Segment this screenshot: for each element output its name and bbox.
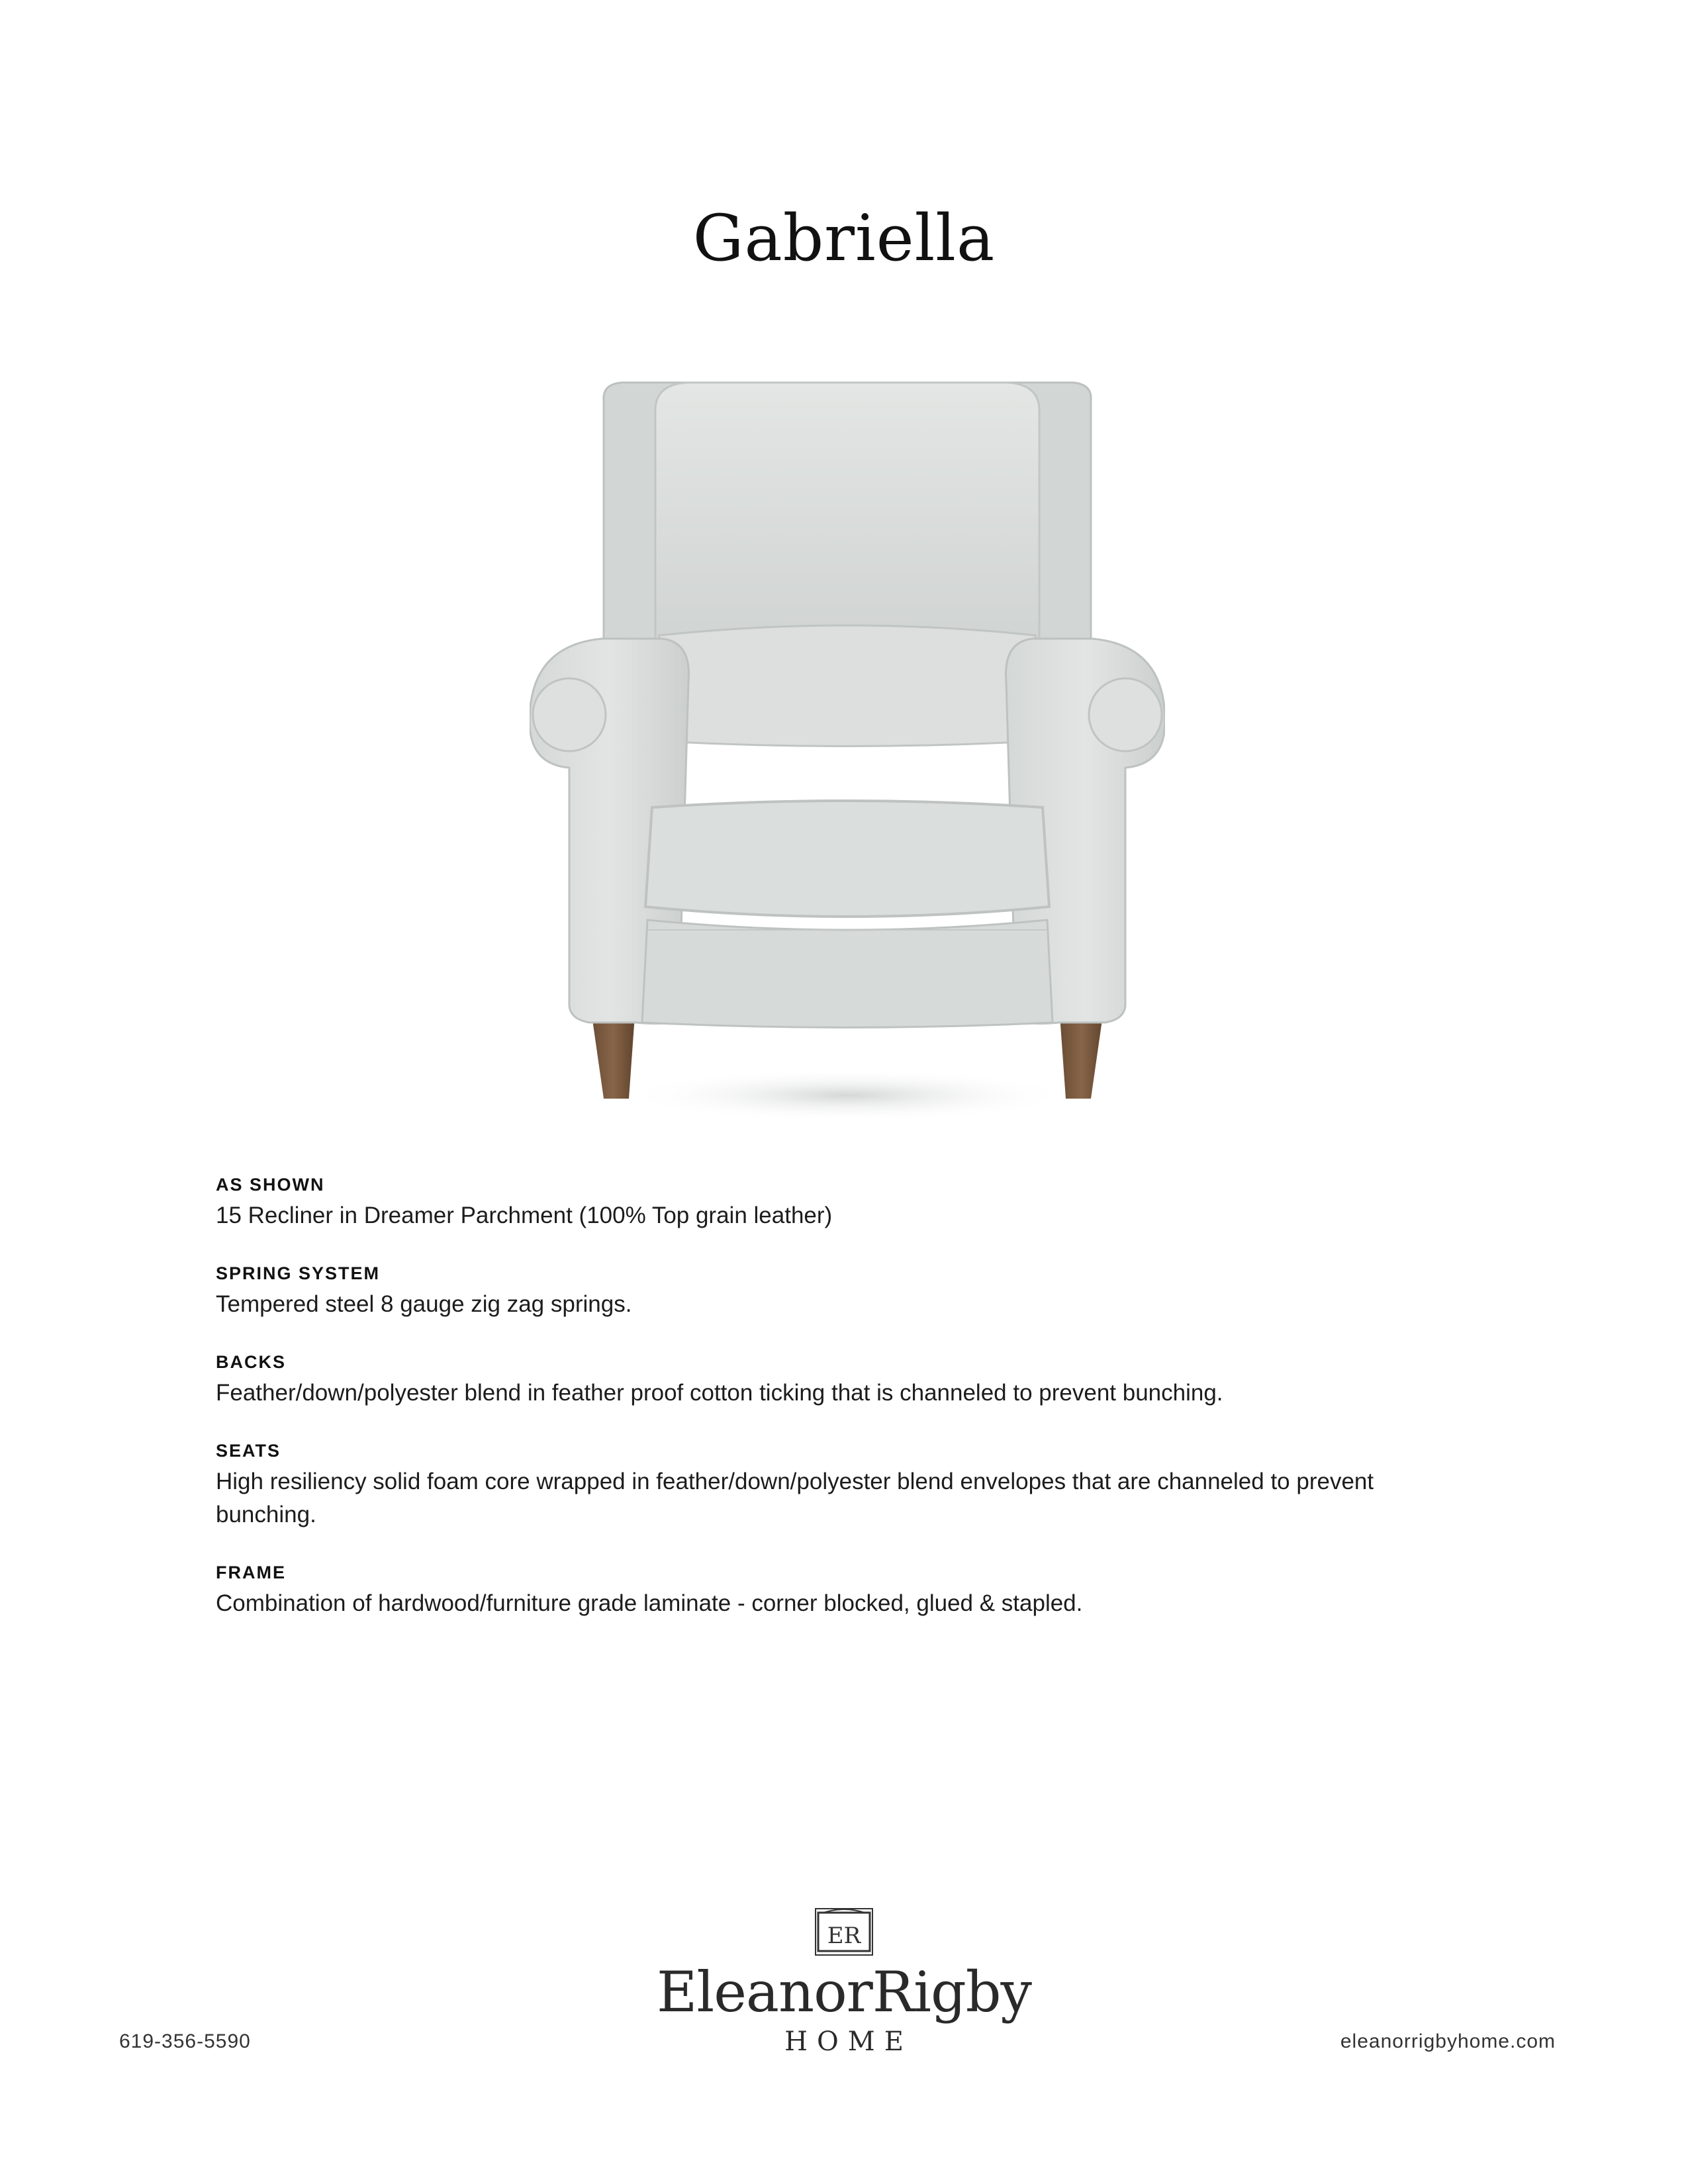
monogram-icon — [814, 1906, 874, 1958]
spec-body: 15 Recliner in Dreamer Parchment (100% Top grain leather) — [216, 1203, 833, 1228]
spec-body: Tempered steel 8 gauge zig zag springs. — [216, 1291, 632, 1317]
footer-phone: 619-356-5590 — [119, 2030, 251, 2052]
spec-backs — [216, 1350, 1474, 1410]
spec-heading: AS SHOWN — [216, 1175, 325, 1195]
spec-heading: SEATS — [216, 1441, 281, 1461]
brand-sub: HOME — [784, 2026, 913, 2057]
spec-body: Feather/down/polyester blend in feather proof cotton ticking that is channeled to prevent bunching. — [216, 1380, 1223, 1406]
monogram-text: ER — [827, 1923, 861, 1949]
spec-frame — [216, 1561, 1474, 1620]
seat-cushion — [645, 801, 1049, 917]
spec-heading: BACKS — [216, 1352, 287, 1372]
footer-website[interactable]: eleanorrigbyhome.com — [1340, 2030, 1556, 2052]
spec-body: Combination of hardwood/furniture grade laminate - corner blocked, glued & stapled. — [216, 1590, 1083, 1616]
brand-name: EleanorRigby — [657, 1960, 1031, 2025]
right-arm-scroll — [1089, 678, 1162, 751]
back-cushion — [659, 625, 1035, 747]
floor-shadow — [622, 1069, 1072, 1122]
chair-inner-back — [655, 383, 1039, 655]
product-title: Gabriella — [692, 201, 996, 275]
brand-logo — [645, 1906, 1043, 2065]
front-panel — [642, 920, 1053, 1028]
spec-list — [216, 1173, 1474, 1649]
spec-body: High resiliency solid foam core wrapped in feather/down/polyester blend envelopes that are channeled to prevent bunching. — [216, 1469, 1374, 1527]
spec-heading: FRAME — [216, 1563, 286, 1582]
spec-spring-system — [216, 1261, 1474, 1321]
spec-heading: SPRING SYSTEM — [216, 1263, 381, 1283]
product-image — [530, 371, 1165, 1132]
spec-seats — [216, 1439, 1474, 1531]
spec-as-shown — [216, 1173, 1474, 1232]
left-arm-scroll — [533, 678, 606, 751]
